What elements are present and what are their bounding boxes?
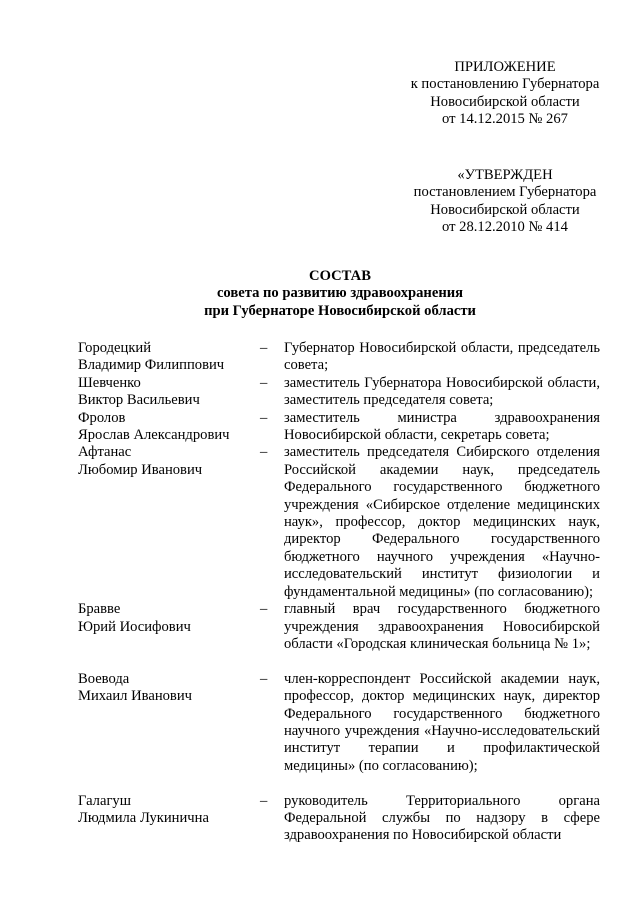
title-line-1: СОСТАВ [309,268,371,284]
dash-separator: – [260,374,268,391]
member-surname: Галагуш [78,792,131,809]
member-row [78,410,600,445]
member-surname: Афтанас [78,444,132,461]
appendix-reference: к постановлению Губернатора [410,76,600,93]
dash-separator: – [260,444,268,461]
member-role: заместитель председателя Сибирского отделения Российской академии наук, председатель Федерального государственного бюджетного учреждения «Сибирское отделение медицинских наук», профессор, доктор медицинских наук, директор Федерального государственного бюджетного научного учреждения «Научно-исследовательский институт физиологии и фундаментальной медицины» (по согласованию); [284,444,600,600]
member-surname: Шевченко [78,374,141,391]
member-surname: Городецкий [78,340,152,356]
member-given-name: Любомир Иванович [78,461,203,478]
member-name [78,671,260,706]
member-name [78,340,260,375]
member-surname: Воевода [78,670,130,687]
member-role: заместитель министра здравоохранения Новосибирской области, секретарь совета; [284,409,600,444]
dash-separator: – [260,670,268,687]
dash-separator: – [260,409,268,426]
title-line-3: при Губернаторе Новосибирской области [204,302,476,319]
title-line-2: совета по развитию здравоохранения [216,285,464,302]
member-role: член-корреспондент Российской академии наук, профессор, доктор медицинских наук, директор Федерального государственного бюджетного научного учреждения «Научно-исследовательский институт терапии и профилактической медицины» (по согласованию); [284,670,600,774]
member-name [78,410,260,445]
appendix-block [398,59,612,129]
approval-reference: постановлением Губернатора [413,184,597,201]
appendix-region: Новосибирской области [430,93,580,110]
approval-heading: «УТВЕРЖДЕН [457,167,553,183]
dash-separator: – [260,340,268,356]
members-list [78,340,600,845]
approval-date-number: от 28.12.2010 № 414 [442,219,568,236]
member-given-name: Владимир Филиппович [78,357,225,374]
member-row [78,601,600,653]
member-name [78,793,260,828]
approval-region: Новосибирской области [430,201,580,218]
member-given-name: Ярослав Александрович [78,427,230,444]
member-given-name: Юрий Иосифович [78,618,191,635]
approval-block [398,167,612,237]
member-row [78,340,600,375]
member-role: руководитель Территориального органа Федеральной службы по надзору в сфере здравоохранения по Новосибирской области [284,792,600,844]
member-row [78,671,600,775]
member-surname: Фролов [78,409,126,426]
member-name [78,375,260,410]
member-row [78,444,600,601]
member-row [78,793,600,845]
member-row [78,375,600,410]
member-role: главный врач государственного бюджетного учреждения здравоохранения Новосибирской области «Городская клиническая больница № 1»; [284,601,600,652]
dash-separator: – [260,601,268,618]
member-name [78,601,260,636]
document-title [0,268,640,320]
member-name [78,444,260,479]
member-role: Губернатор Новосибирской области, председатель совета; [284,340,600,374]
member-surname: Бравве [78,601,121,618]
member-given-name: Михаил Иванович [78,688,192,705]
member-given-name: Людмила Лукинична [78,809,209,826]
member-given-name: Виктор Васильевич [78,392,200,409]
appendix-date-number: от 14.12.2015 № 267 [442,111,568,128]
dash-separator: – [260,792,268,809]
member-role: заместитель Губернатора Новосибирской области, заместитель председателя совета; [284,374,600,409]
appendix-heading: ПРИЛОЖЕНИЕ [454,59,556,75]
